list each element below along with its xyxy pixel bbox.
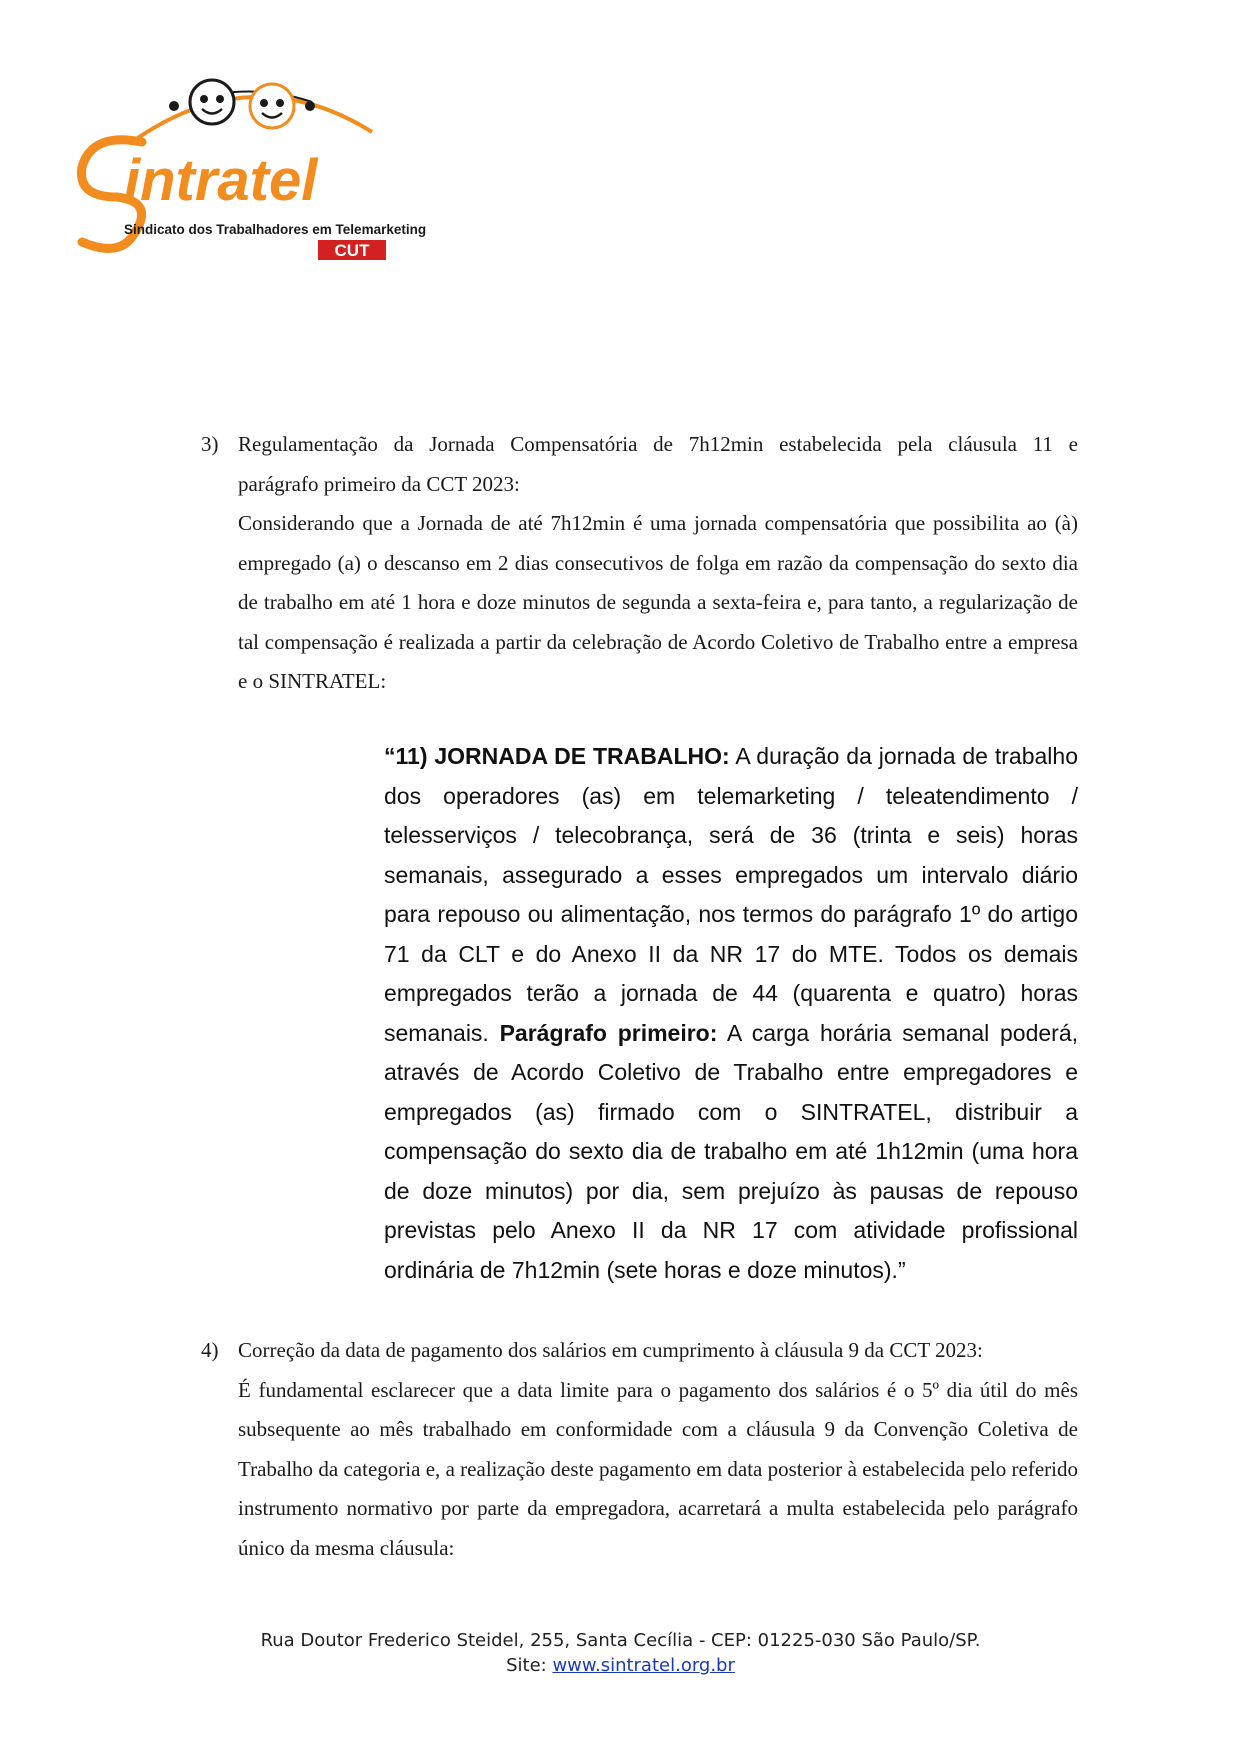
smiley-face-icon	[250, 84, 315, 128]
footer-site-link[interactable]: www.sintratel.org.br	[552, 1655, 735, 1676]
paragraph-primeiro-label: Parágrafo primeiro:	[499, 1019, 718, 1046]
svg-text:Sindicato dos Trabalhadores em: Sindicato dos Trabalhadores em Telemarketing	[124, 222, 427, 237]
footer-site	[0, 1653, 1241, 1678]
item-number: 3)	[201, 432, 219, 456]
svg-text:CUT: CUT	[334, 241, 370, 260]
footer-address: Rua Doutor Frederico Steidel, 255, Santa Cecília - CEP: 01225-030 São Paulo/SP.	[260, 1630, 981, 1651]
section-item-4	[201, 1331, 1078, 1568]
page-footer	[0, 1628, 1241, 1678]
section-item-3	[201, 425, 1078, 702]
item-3-paragraph: Considerando que a Jornada de até 7h12min é uma jornada compensatória que possibilita ao (à) empregado (a) o descanso em 2 dias consecutivos de folga em razão da compensação do sexto dia de trabalho em até 1 hora e doze minutos de segunda a sexta-feira e, para tanto, a regularização de tal compensação é realizada a partir da celebração de Acordo Coletivo de Trabalho entre a empresa e o SINTRATEL:	[238, 511, 1078, 693]
item-3-heading-line1: Regulamentação da Jornada Compensatória de 7h12min estabelecida pela cláusula 11 e	[238, 432, 1078, 456]
sintratel-logo	[72, 72, 432, 262]
clause-11-title: “11) JORNADA DE TRABALHO:	[384, 743, 730, 769]
item-3-heading	[201, 425, 1078, 465]
item-4-heading	[201, 1331, 1078, 1371]
clause-11-text: A duração da jornada de trabalho dos operadores (as) em telemarketing / teleatendimento / telesserviços / telecobrança, será de 36 (trinta e seis) horas semanais, assegurado a esses empregados um intervalo diário para repouso ou alimentação, nos termos do parágrafo 1º do artigo 71 da CLT e do Anexo II da NR 17 do MTE. Todos os demais empregados terão a jornada de 44 (quarenta e quatro) horas semanais.	[384, 743, 1078, 1046]
smiley-face-icon	[169, 80, 234, 124]
paragraph-primeiro-text: A carga horária semanal poderá, através de Acordo Coletivo de Trabalho entre empregadores e empregados (as) firmado com o SINTRATEL, distribuir a compensação do sexto dia de trabalho em até 1h12min (uma hora de doze minutos) por dia, sem prejuízo às pausas de repouso previstas pelo Anexo II da NR 17 com atividade profissional ordinária de 7h12min (sete horas e doze minutos).”	[384, 1019, 1078, 1283]
svg-text:intratel: intratel	[124, 148, 318, 213]
item-3-heading-line2: parágrafo primeiro da CCT 2023:	[238, 471, 520, 496]
logo-graphic	[72, 72, 432, 262]
item-number: 4)	[201, 1338, 219, 1362]
clause-11-quote	[384, 737, 1078, 1290]
item-4-heading-text: Correção da data de pagamento dos salários em cumprimento à cláusula 9 da CCT 2023:	[238, 1338, 983, 1362]
item-4-paragraph: É fundamental esclarecer que a data limite para o pagamento dos salários é o 5º dia útil do mês subsequente ao mês trabalhado em conformidade com a cláusula 9 da Convenção Coletiva de Trabalho da categoria e, a realização deste pagamento em data posterior à estabelecida pelo referido instrumento normativo por parte da empregadora, acarretará a multa estabelecida pelo parágrafo único da mesma cláusula:	[238, 1377, 1078, 1560]
footer-site-label: Site:	[506, 1655, 553, 1676]
